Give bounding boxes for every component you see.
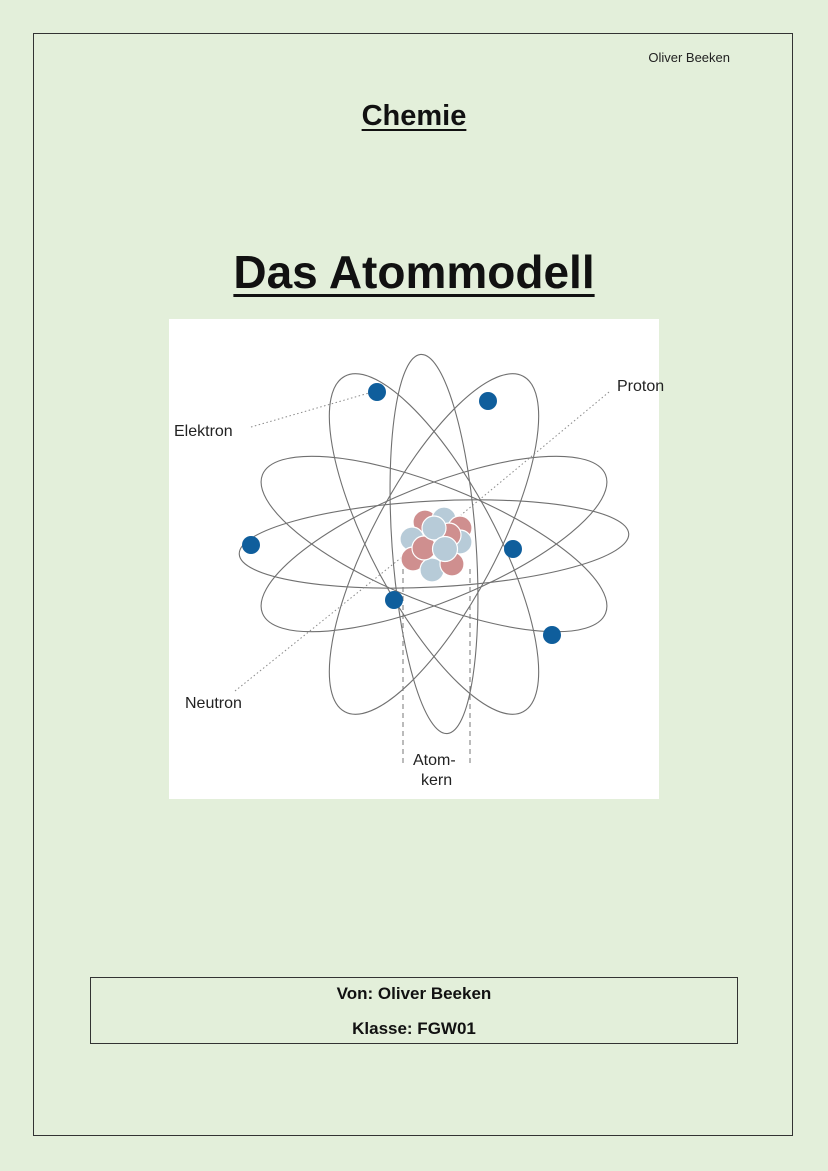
nucleus-markers	[403, 569, 470, 767]
leader-electron	[251, 393, 369, 427]
label-proton: Proton	[617, 378, 665, 395]
nucleus	[400, 507, 472, 582]
author-line: Von: Oliver Beeken	[336, 984, 492, 1003]
class-line: Klasse: FGW01	[352, 1019, 476, 1038]
author-info-box	[90, 977, 738, 1044]
atom-model-figure	[169, 319, 665, 799]
electron	[479, 392, 497, 410]
electron	[242, 536, 260, 554]
electron	[504, 540, 522, 558]
label-nucleus-line1: Atom-	[413, 752, 456, 769]
leader-proton	[461, 392, 609, 515]
electron	[368, 383, 386, 401]
subject-heading: Chemie	[361, 100, 467, 132]
label-electron: Elektron	[174, 423, 233, 440]
electrons	[242, 383, 561, 644]
electron	[385, 591, 403, 609]
header-author: Oliver Beeken	[648, 50, 730, 65]
atom-diagram	[169, 319, 665, 799]
label-nucleus-line2: kern	[421, 772, 453, 789]
electron	[543, 626, 561, 644]
label-neutron: Neutron	[185, 695, 242, 712]
neutron	[433, 537, 458, 562]
leader-neutron	[235, 549, 412, 691]
document-title: Das Atommodell	[233, 246, 595, 298]
